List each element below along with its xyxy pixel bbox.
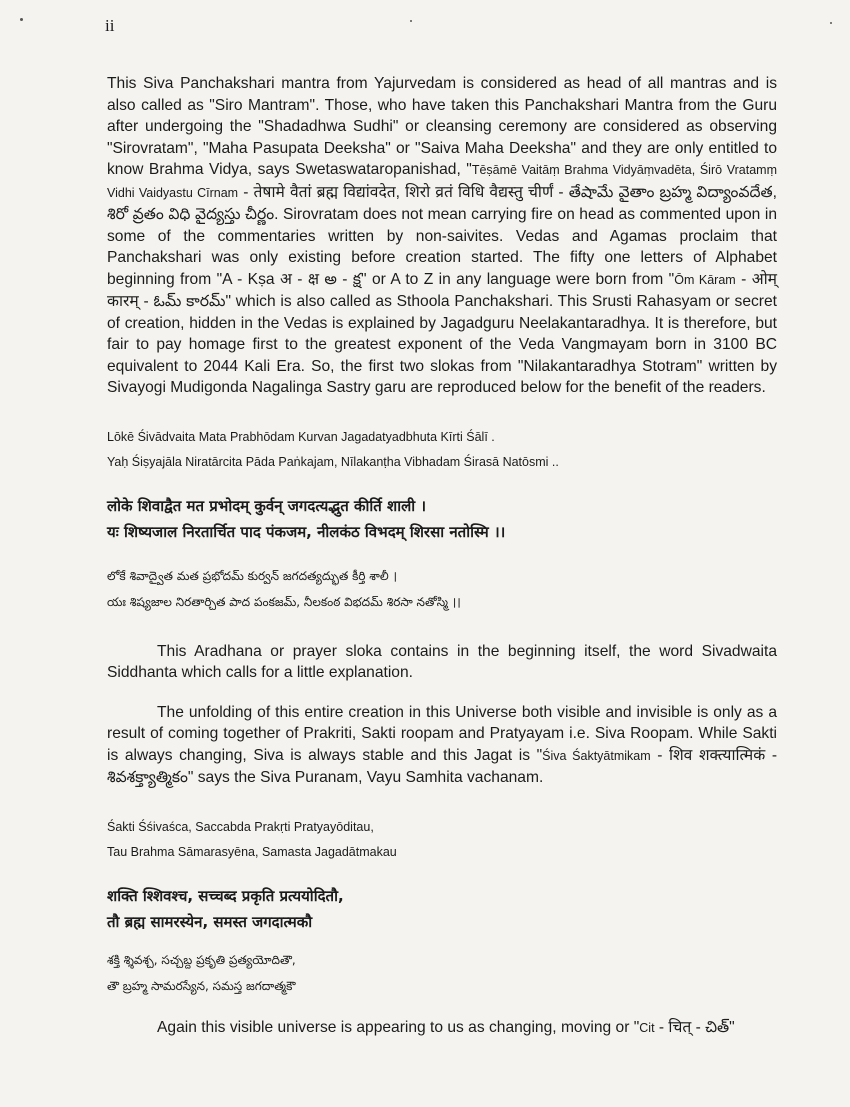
verse-line: లోకే శివాద్వైత మత ప్రభోదమ్ కుర్వన్ జగదత్యద్భుత కీర్తి శాలీ । (107, 568, 398, 583)
paragraph-text: This Siva Panchakshari mantra from Yajurvedam is considered as head of all mantras and is also called as "Siro Mantram". Those, who have taken this Panchakshari Mantra from the Guru after undergoing the "Shadadhwa Sudhi" or cleansing ceremony are considered as observing "Sirovratam", "Maha Pasupata Deeksha" or "Saiva Maha Deeksha" and they are only entitled to know Brahma Vidya, says Swetaswataropanishad, " (107, 75, 777, 178)
paragraph-text: - चित् - చిత్" (654, 1018, 735, 1036)
paragraph-text: Again this visible universe is appearing to us as changing, moving or " (157, 1018, 640, 1036)
sloka-2-transliteration (107, 815, 777, 865)
transliteration: Śiva Śaktyātmikam (542, 748, 651, 763)
paragraph-text: - ओम् कारम् - ఓమ్ కారమ్" which is also called as Sthoola Panchakshari. This Srusti Rahasyam or secret of creation, hidden in the Vedas is explained by Jagadguru Neelakantaradhya. It is therefore, but fair to pay homage first to the greatest exponent of the Veda Vangmayam born in 3100 BC equivalent to 2044 Kali Era. So, the first two slokas from "Nilakantaradhya Stotram" written by Sivayogi Mudigonda Nagalinga Sastry garu are reproduced below for the benefit of the readers. (107, 270, 777, 396)
transliteration: Cit (639, 1020, 655, 1035)
transliteration: Ōm Kāram (674, 272, 736, 287)
verse-line: Lōkē Śivādvaita Mata Prabhōdam Kurvan Jagadatyadbhuta Kīrti Śālī . (107, 429, 495, 444)
sloka-2-devanagari (107, 883, 777, 935)
paragraph-text: - शिव शक्त्यात्मिकं - శివశక్త్యాత్మికం" says the Siva Puranam, Vayu Samhita vachanam. (107, 746, 778, 786)
verse-line: यः शिष्यजाल निरतार्चित पाद पंकजम, नीलकंठ विभदम् शिरसा नतोस्मि ।। (107, 522, 506, 541)
sloka-2-telugu (107, 947, 777, 999)
paragraph-text: The unfolding of this entire creation in this Universe both visible and invisible is only as a result of coming together of Prakriti, Sakti roopam and Pratyayam i.e. Siva Roopam. While Sakti is always changing, Siva is always stable and this Jagat is " (107, 703, 777, 764)
verse-line: लोके शिवाद्वैत मत प्रभोदम् कुर्वन् जगदत्यद्भुत कीर्ति शाली । (107, 496, 427, 515)
verse-line: తౌ బ్రహ్మ సామరస్యేన, సమస్త జగదాత్మకౌ (107, 978, 296, 993)
paragraph-text: - तेषामे वैतां ब्रह्म विद्यांवदेत, शिरो व्रतं विधि वैद्यस्तु चीर्णं - తేషామే వైతాం బ్రహ్మ విద్యాంవదేత, శిరో వ్రతం విధి వైద్యస్తు చీర్ణం. Sirovratam does not mean carrying fire on head as commented upon in some of the commentaries written by non-saivites. Vedas and Agamas proclaim that Panchakshari was only existing before creation started. The fifty one letters of Alphabet beginning from "A - Kṣa अ - क्ष అ - క్ష" or A to Z in any language were born from " (107, 183, 778, 288)
paragraph-siro-mantram (107, 73, 777, 399)
sloka-1-devanagari (107, 493, 777, 545)
verse-line: యః శిష్యజాల నిరతార్చిత పాద పంకజమ్, నీలకంఠ విభదమ్ శిరసా నతోస్మి ।। (107, 594, 461, 609)
paragraph-visible-universe (107, 1017, 777, 1040)
verse-line: तौ ब्रह्म सामरस्येन, समस्त जगदात्मकौ (107, 912, 313, 931)
page-number: ii (105, 16, 115, 35)
transliteration: Tēṣāmē Vaitāṃ Brahma Vidyāṃvadēta, Śirō Vratamṃ Vidhi Vaidyastu Cīrnam (107, 163, 777, 200)
verse-line: Tau Brahma Sāmarasyēna, Samasta Jagadātmakau (107, 844, 397, 859)
verse-line: Yaḥ Śiṣyajāla Niratārcita Pāda Paṅkajam, Nīlakanṭha Vibhadam Śirasā Natōsmi .. (107, 454, 559, 469)
verse-line: శక్తి శ్శివశ్చ, సచ్చబ్ద ప్రకృతి ప్రత్యయోదితౌ, (107, 952, 296, 967)
sloka-1-telugu (107, 563, 777, 615)
paragraph-unfolding (107, 702, 777, 789)
verse-line: Śakti Śśivaśca, Saccabda Prakṛti Pratyayōditau, (107, 819, 374, 834)
page-content (107, 73, 777, 1039)
verse-line: शक्ति श्शिवश्च, सच्चब्द प्रकृति प्रत्ययोदितौ, (107, 886, 344, 905)
paragraph-aradhana: This Aradhana or prayer sloka contains in the beginning itself, the word Sivadwaita Siddhanta which calls for a little explanation. (107, 642, 777, 681)
sloka-1-transliteration (107, 425, 777, 475)
